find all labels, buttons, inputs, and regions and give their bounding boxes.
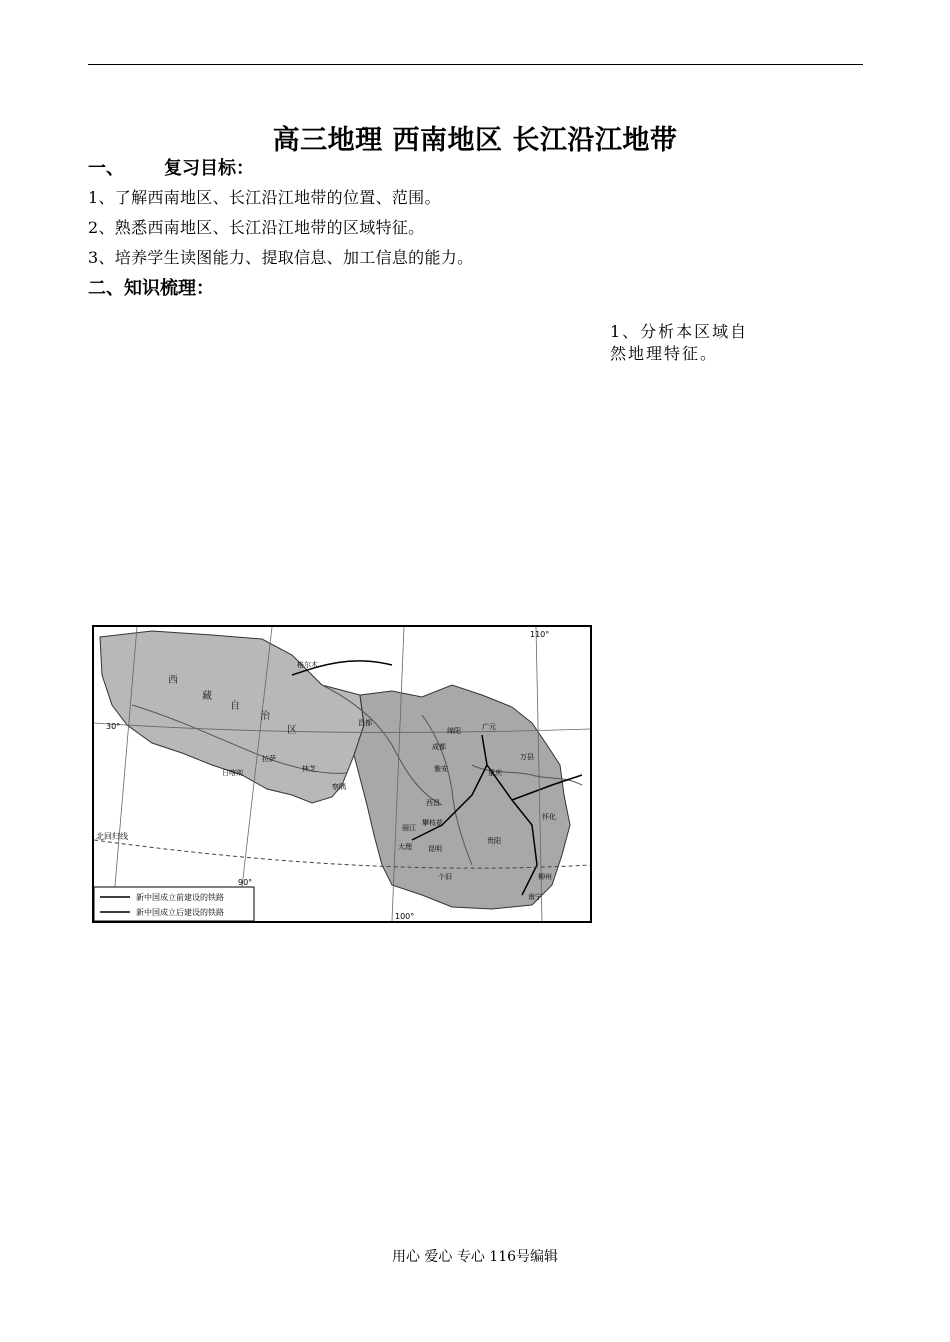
side-question-line: 然地理特征。 <box>610 344 719 363</box>
meridian-label: 110° <box>530 630 550 639</box>
region-label: 区 <box>287 725 297 736</box>
city-label: 攀枝花 <box>422 819 443 827</box>
city-label: 成都 <box>432 743 446 751</box>
side-question <box>610 321 770 365</box>
city-label: 雅安 <box>434 765 448 773</box>
page-footer: 用心 爱心 专心 116号编辑 <box>391 1249 559 1265</box>
section-heading-objectives <box>88 154 254 180</box>
section-label: 复习目标： <box>164 158 254 179</box>
city-label: 昆明 <box>428 845 442 853</box>
city-label: 重庆 <box>488 769 502 777</box>
meridian-label: 100° <box>395 912 415 921</box>
city-label: 察隅 <box>332 783 346 791</box>
city-label: 拉萨 <box>262 755 276 763</box>
meridian-label: 90° <box>238 878 253 887</box>
parallel-label: 30° <box>106 722 121 731</box>
section-heading-knowledge: 二、知识梳理： <box>88 278 214 299</box>
side-question-line: 1、分析本区域自 <box>610 322 749 341</box>
city-label: 日喀则 <box>222 769 243 777</box>
city-label: 贵阳 <box>487 837 501 845</box>
city-label: 林芝 <box>302 765 316 773</box>
city-label: 西昌 <box>426 799 440 807</box>
city-label: 个旧 <box>438 873 452 881</box>
city-label: 丽江 <box>402 824 416 832</box>
city-label: 大理 <box>398 843 412 851</box>
region-label: 西 <box>168 675 178 686</box>
objective-item: 2、熟悉西南地区、长江沿江地带的区域特征。 <box>88 218 425 237</box>
objective-item: 1、了解西南地区、长江沿江地带的位置、范围。 <box>88 188 441 207</box>
city-label: 格尔木 <box>297 661 318 669</box>
city-label: 绵阳 <box>447 727 461 735</box>
legend-item: 新中国成立后建设的铁路 <box>136 908 224 917</box>
city-label: 万县 <box>520 753 534 761</box>
region-label: 自 <box>230 701 240 712</box>
legend-item: 新中国成立前建设的铁路 <box>136 893 224 902</box>
objective-item: 3、培养学生读图能力、提取信息、加工信息的能力。 <box>88 248 474 267</box>
southwest-region-map <box>92 625 592 923</box>
parallel-label: 北回归线 <box>96 832 128 841</box>
city-label: 柳州 <box>538 873 552 881</box>
city-label: 广元 <box>482 723 496 731</box>
header-rule <box>88 64 863 65</box>
region-label: 治 <box>260 711 270 722</box>
city-label: 怀化 <box>542 813 556 821</box>
region-label: 藏 <box>202 691 212 702</box>
city-label: 南宁 <box>528 893 542 901</box>
page-title: 高三地理 西南地区 长江沿江地带 <box>272 125 678 156</box>
city-label: 昌都 <box>358 719 372 727</box>
section-number: 一、 <box>88 158 124 179</box>
